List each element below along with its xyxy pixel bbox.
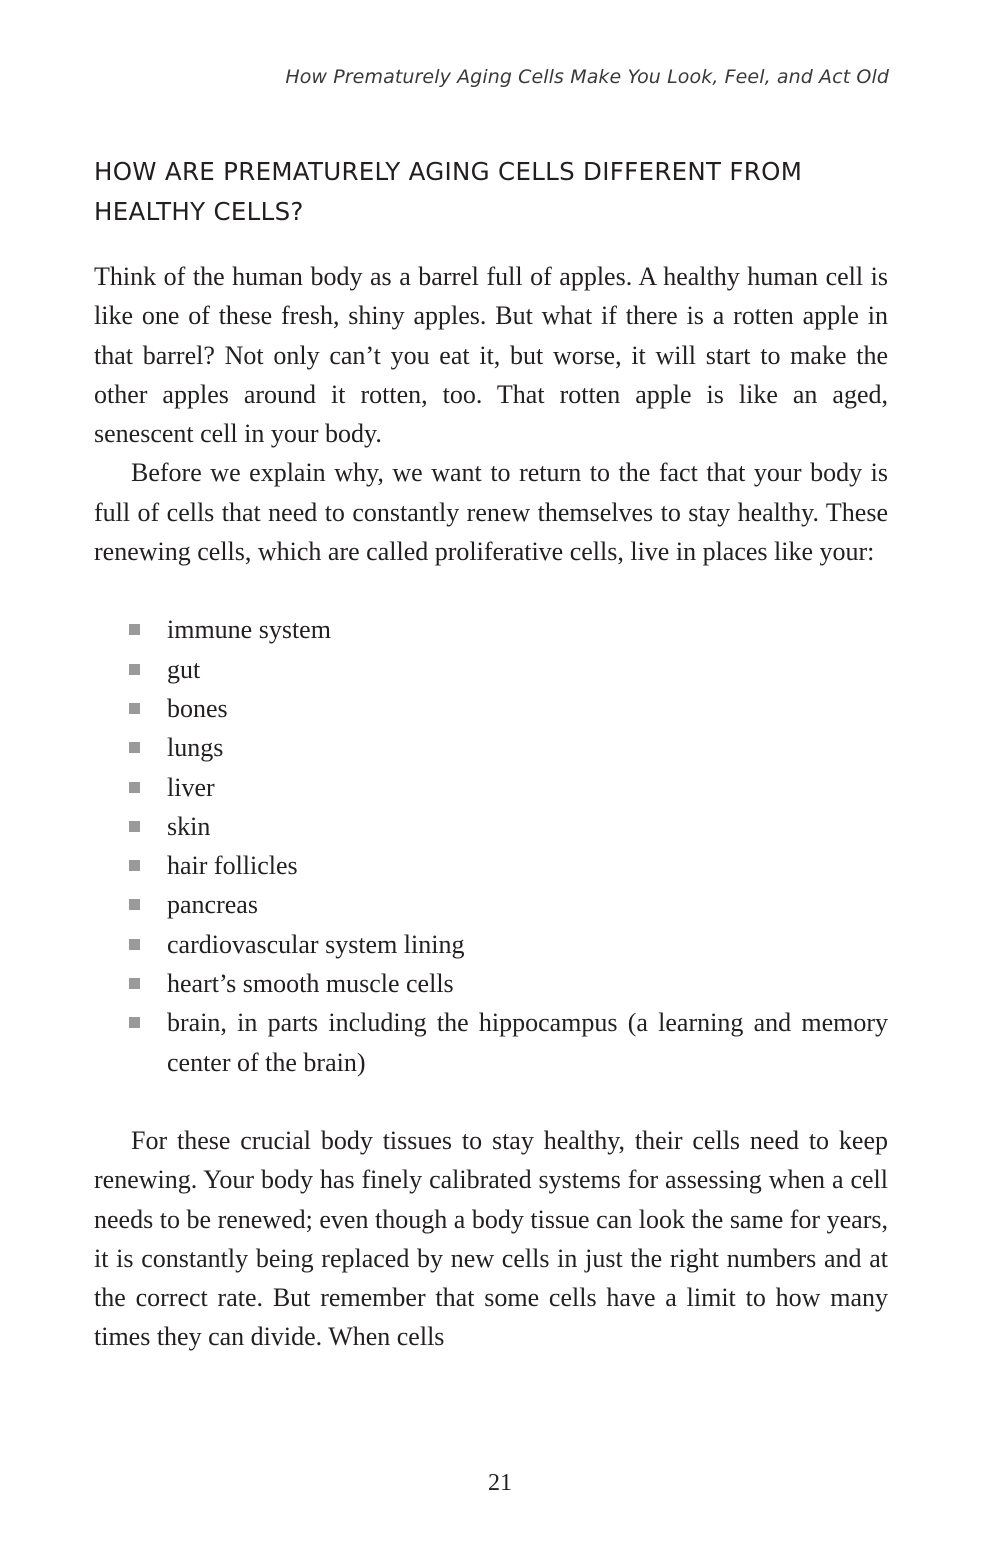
list-item-text: brain, in parts including the hippocampus (a learning and memory center of the brain) [167,1008,888,1077]
section-heading-line-2: HEALTHY CELLS? [94,197,304,226]
page-number: 21 [488,1470,512,1496]
square-bullet-icon [129,821,140,832]
list-item-text: pancreas [167,890,258,920]
section-heading-line-1: HOW ARE PREMATURELY AGING CELLS DIFFERENT FROM [94,157,803,186]
list-item [94,610,888,649]
list-item [94,768,888,807]
square-bullet-icon [129,664,140,675]
list-item [94,1003,888,1082]
list-item [94,650,888,689]
paragraph-tissue-renewal: For these crucial body tissues to stay healthy, their cells need to keep renewing. Your body has finely calibrated systems for assessing when a cell needs to be renewed; even though a body tissue can look the same for years, it is constantly being replaced by new cells in just the right numbers and at the correct rate. But remember that some cells have a limit to how many times they can divide. When cells [94,1125,888,1352]
paragraph-proliferative-cells: Before we explain why, we want to return to the fact that your body is full of cells that need to constantly renew themselves to stay healthy. These renewing cells, which are called proliferative cells, live in places like your: [94,458,888,567]
square-bullet-icon [129,624,140,635]
list-item-text: cardiovascular system lining [167,929,465,959]
list-item [94,846,888,885]
list-item [94,689,888,728]
list-item-text: lungs [167,733,224,763]
square-bullet-icon [129,703,140,714]
list-item [94,925,888,964]
section-heading [94,152,888,232]
list-item-text: gut [167,654,201,684]
list-item [94,964,888,1003]
square-bullet-icon [129,978,140,989]
paragraph-barrel-analogy: Think of the human body as a barrel full of apples. A healthy human cell is like one of these fresh, shiny apples. But what if there is a rotten apple in that barrel? Not only can’t you eat it, but worse, it will start to make the other apples around it rotten, too. That rotten apple is like an aged, senescent cell in your body. [94,262,888,449]
square-bullet-icon [129,1017,140,1028]
list-item-text: heart’s smooth muscle cells [167,969,454,999]
list-item-text: liver [167,772,215,802]
square-bullet-icon [129,860,140,871]
running-head: How Prematurely Aging Cells Make You Look, Feel, and Act Old [285,66,889,88]
list-item [94,728,888,767]
square-bullet-icon [129,899,140,910]
list-item [94,807,888,846]
list-item-text: immune system [167,615,331,645]
square-bullet-icon [129,939,140,950]
list-item [94,885,888,924]
list-item-text: bones [167,693,228,723]
list-item-text: hair follicles [167,851,298,881]
page-content [94,152,888,1357]
list-item-text: skin [167,811,211,841]
square-bullet-icon [129,742,140,753]
square-bullet-icon [129,782,140,793]
tissue-list [94,610,888,1082]
